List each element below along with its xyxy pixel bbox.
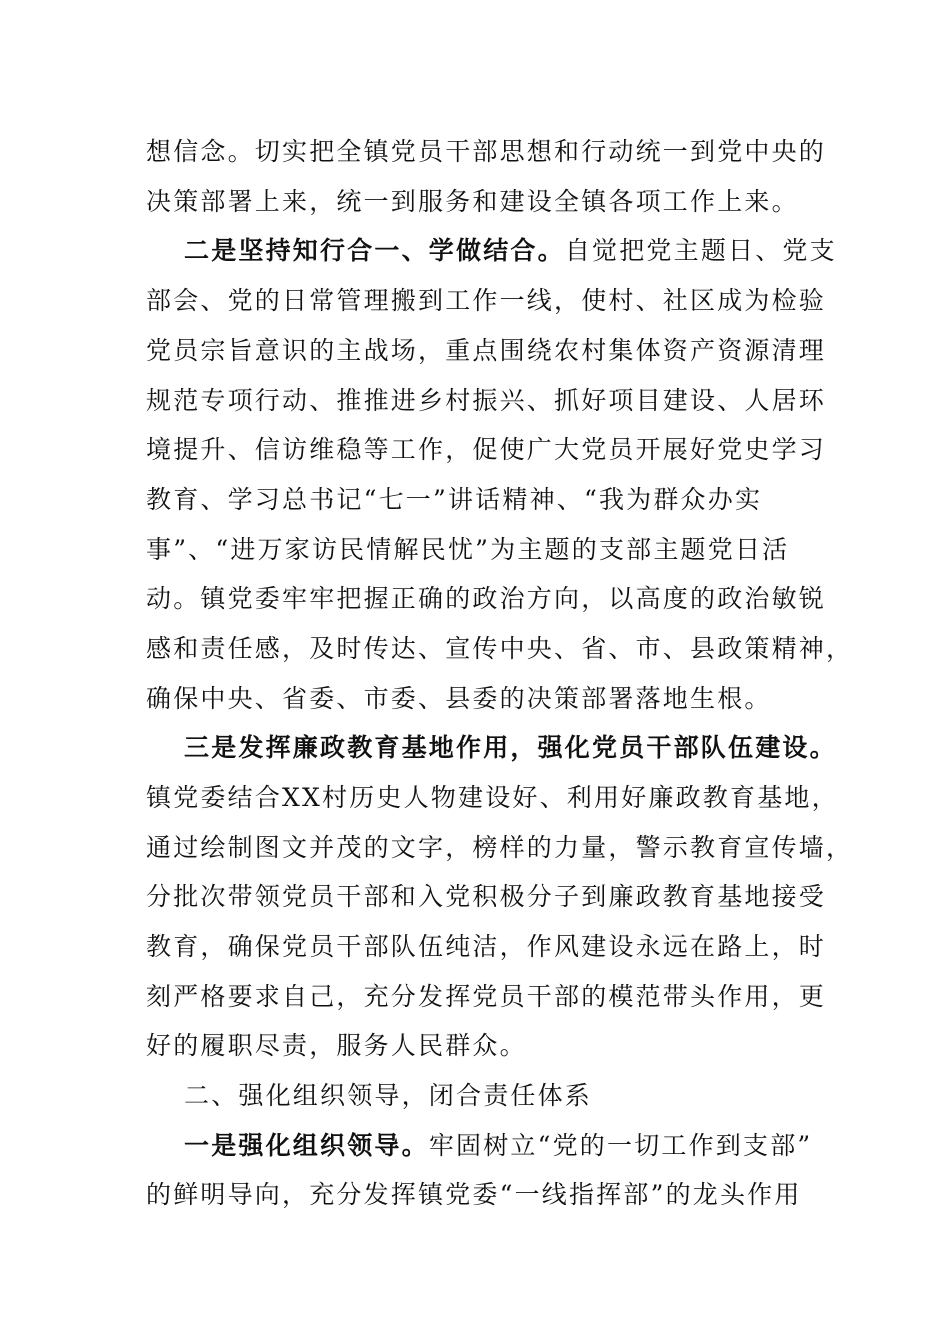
text-line bbox=[146, 283, 827, 319]
text-segment: 通过绘制图文并茂的文字，榜样的力量，警示教育宣传墙， bbox=[146, 833, 854, 862]
text-segment: 二、强化组织领导，闭合责任体系 bbox=[184, 1081, 593, 1110]
paragraph-heading: 一是强化组织领导。 bbox=[184, 1131, 429, 1160]
text-line bbox=[146, 383, 827, 419]
text-segment: 部会、党的日常管理搬到工作一线，使村、社区成为检验 bbox=[146, 286, 827, 315]
paragraph-first-line bbox=[184, 730, 837, 766]
text-line bbox=[146, 333, 827, 369]
text-segment: 确保中央、省委、市委、县委的决策部署落地生根。 bbox=[146, 684, 772, 713]
text-segment: 规范专项行动、推推进乡村振兴、抓好项目建设、人居环 bbox=[146, 386, 827, 415]
text-segment: 决策部署上来，统一到服务和建设全镇各项工作上来。 bbox=[146, 187, 799, 216]
paragraph-heading: 三是发挥廉政教育基地作用，强化党员干部队伍建设。 bbox=[184, 733, 837, 762]
text-line bbox=[146, 134, 827, 170]
text-line bbox=[146, 432, 827, 468]
text-segment: 党员宗旨意识的主战场，重点围绕农村集体资产资源清理 bbox=[146, 336, 827, 365]
text-line bbox=[146, 681, 806, 717]
text-line bbox=[146, 482, 806, 518]
text-segment: 感和责任感，及时传达、宣传中央、省、市、县政策精神， bbox=[146, 634, 854, 663]
text-line bbox=[146, 1028, 806, 1064]
text-segment: 自觉把党主题日、党支 bbox=[564, 236, 837, 265]
paragraph-first-line bbox=[184, 233, 837, 269]
text-line bbox=[146, 581, 827, 617]
paragraph-heading: 二是坚持知行合一、学做结合。 bbox=[184, 236, 565, 265]
text-line bbox=[146, 879, 827, 915]
text-line bbox=[146, 631, 854, 667]
text-line bbox=[146, 830, 854, 866]
text-line bbox=[146, 929, 827, 965]
text-line bbox=[146, 1177, 806, 1213]
text-segment: 牢固树立“党的一切工作到支部” bbox=[428, 1131, 813, 1160]
text-segment: 动。镇党委牢牢把握正确的政治方向，以高度的政治敏锐 bbox=[146, 584, 827, 613]
text-segment: 好的履职尽责，服务人民群众。 bbox=[146, 1031, 527, 1060]
section-heading bbox=[184, 1078, 806, 1114]
text-line bbox=[146, 979, 827, 1015]
text-segment: 的鲜明导向，充分发挥镇党委“一线指挥部”的龙头作用 bbox=[146, 1180, 802, 1209]
text-segment: 镇党委结合XX村历史人物建设好、利用好廉政教育基地， bbox=[146, 783, 839, 812]
text-line bbox=[146, 780, 839, 816]
text-segment: 教育，确保党员干部队伍纯洁，作风建设永远在路上，时 bbox=[146, 932, 827, 961]
text-segment: 境提升、信访维稳等工作，促使广大党员开展好党史学习 bbox=[146, 435, 827, 464]
text-segment: 教育、学习总书记“七一”讲话精神、“我为群众办实 bbox=[146, 485, 763, 514]
text-segment: 事”、“进万家访民情解民忧”为主题的支部主题党日活 bbox=[146, 535, 790, 564]
text-segment: 刻严格要求自己，充分发挥党员干部的模范带头作用，更 bbox=[146, 982, 827, 1011]
paragraph-first-line bbox=[184, 1128, 813, 1164]
text-line bbox=[146, 532, 806, 568]
text-segment: 分批次带领党员干部和入党积极分子到廉政教育基地接受 bbox=[146, 882, 827, 911]
text-segment: 想信念。切实把全镇党员干部思想和行动统一到党中央的 bbox=[146, 137, 827, 166]
text-line bbox=[146, 184, 806, 220]
